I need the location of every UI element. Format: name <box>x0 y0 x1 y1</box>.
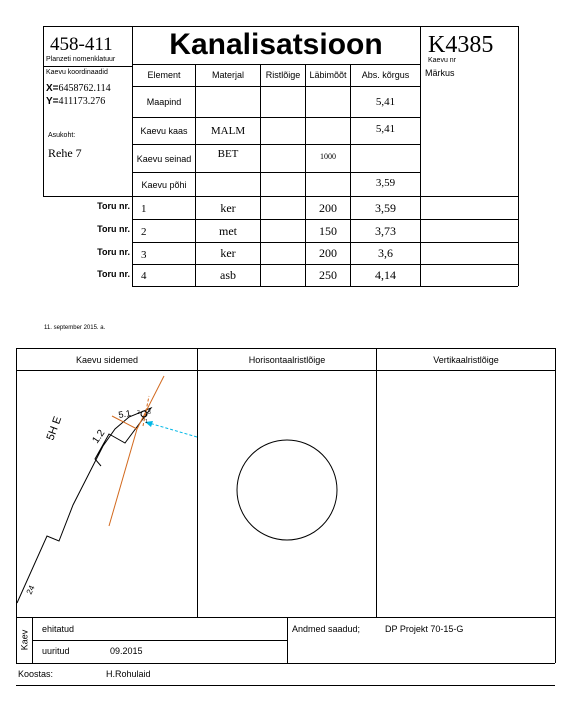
location-label: Asukoht: <box>48 132 76 139</box>
pipe-height: 3,6 <box>378 246 393 260</box>
connection-sketch <box>17 371 197 617</box>
horizontal-section <box>198 371 376 617</box>
map-label-p1: 1 <box>145 419 148 425</box>
y-label: Y= <box>46 96 59 107</box>
location-value: Rehe 7 <box>48 146 82 160</box>
pipe-nr: 3 <box>141 249 147 261</box>
pipe-line <box>109 429 137 526</box>
side-label: Kaev <box>19 629 30 651</box>
pipe-diameter: 200 <box>319 200 337 215</box>
x-label: X= <box>46 83 59 94</box>
y-coordinate <box>46 96 105 107</box>
status-built: ehitatud <box>42 624 75 634</box>
well-number: K4385 <box>428 32 494 58</box>
pipe-diameter: 250 <box>319 268 337 282</box>
row-material: BET <box>217 148 239 160</box>
pipe-label: Toru nr. <box>97 224 130 234</box>
author-value: H.Rohulaid <box>106 669 151 679</box>
source-label: Andmed saadud; <box>292 624 361 634</box>
pipe-material: asb <box>220 268 236 282</box>
pipe-material: ker <box>220 246 236 260</box>
x-value: 6458762.114 <box>58 83 111 94</box>
col-title-horizontal: Horisontaalristlõige <box>248 354 326 365</box>
row-diameter: 1000 <box>320 151 336 161</box>
pipe-label: Toru nr. <box>97 247 130 257</box>
row-element: Kaevu seinad <box>136 153 192 164</box>
sheet-number-label: Planzeti nomenklatuur <box>46 56 116 63</box>
map-label-dist2: 1.2 <box>90 428 108 446</box>
status-surveyed: uuritud <box>42 646 70 656</box>
col-header-diameter: Läbimõõt <box>309 70 347 80</box>
pipe-material: met <box>219 223 237 238</box>
side-label-box <box>17 617 32 663</box>
y-value: 411173.276 <box>58 96 106 107</box>
pipe-nr: 2 <box>141 226 147 238</box>
map-label-building: 5H E <box>44 414 65 443</box>
building-outline <box>17 408 151 603</box>
pipe-height: 3,73 <box>375 223 396 238</box>
x-coordinate <box>46 83 111 94</box>
pipe-diameter: 200 <box>319 246 337 260</box>
map-label-p2: 2 <box>137 410 140 416</box>
pipe-labels <box>60 196 132 286</box>
pipe-label: Toru nr. <box>97 201 130 211</box>
col-title-vertical: Vertikaalristlõige <box>433 354 499 365</box>
map-label-dist1: 5.1 <box>117 407 132 420</box>
pipe-nr: 4 <box>141 270 147 282</box>
pipe-line <box>137 376 164 429</box>
coords-label: Kaevu koordinaadid <box>46 69 108 76</box>
pipe-material: ker <box>220 200 236 215</box>
row-height: 5,41 <box>375 96 396 108</box>
row-height: 3,59 <box>375 176 396 189</box>
pipe-diameter: 150 <box>319 223 337 238</box>
col-header-height: Abs. kõrgus <box>361 70 410 80</box>
col-header-material: Materjal <box>211 70 244 80</box>
sheet-number: 458-411 <box>50 34 113 55</box>
page-title: Kanalisatsioon <box>169 28 383 61</box>
well-number-label: Kaevu nr <box>428 57 457 64</box>
pipe-height: 3,59 <box>375 200 396 215</box>
row-element: Kaevu põhi <box>141 179 187 190</box>
col-header-notes: Märkus <box>425 68 455 78</box>
pointer-line <box>149 423 197 437</box>
col-title-connections: Kaevu sidemed <box>75 354 139 365</box>
map-label-p3: 3 <box>148 410 151 416</box>
document-date: 11. september 2015. a. <box>44 325 106 331</box>
survey-date: 09.2015 <box>110 646 143 656</box>
pipe-label: Toru nr. <box>97 269 130 279</box>
author-label: Koostas: <box>18 669 54 679</box>
col-header-cross: Ristlõige <box>265 70 301 80</box>
row-material: MALM <box>210 125 246 137</box>
row-element: Kaevu kaas <box>140 126 188 136</box>
pipe-nr: 1 <box>141 203 147 215</box>
pipe-height: 4,14 <box>375 268 396 282</box>
row-element: Maapind <box>146 97 182 107</box>
map-label-dist3: 24 <box>24 583 37 596</box>
row-height: 5,41 <box>375 123 396 135</box>
col-header-element: Element <box>147 70 181 80</box>
source-value: DP Projekt 70-15-G <box>385 624 464 634</box>
well-cross-section <box>237 440 337 540</box>
